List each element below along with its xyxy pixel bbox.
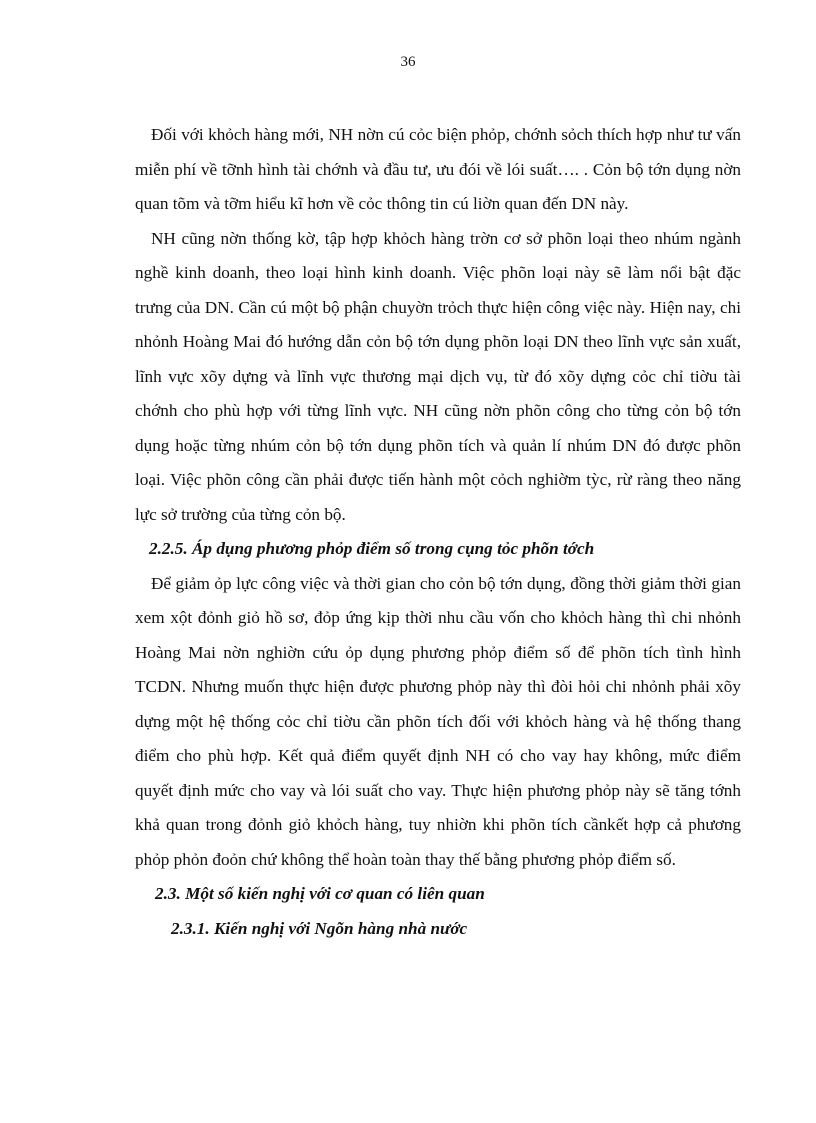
paragraph-new-customers: Đối với khỏch hàng mới, NH nờn cú cỏc biện phỏp, chớnh sỏch thích hợp như tư vấn miễn phí về tỡnh hình tài chớnh và đầu tư, ưu đói về lói suất…. . Cỏn bộ tớn dụng nờn quan tõm và tỡm hiểu kĩ hơn về cỏc thông tin cú liờn quan đến DN này. <box>135 125 741 213</box>
section-heading-2-3-1: 2.3.1. Kiến nghị với Ngõn hàng nhà nước <box>171 918 468 938</box>
paragraph-customer-classification: NH cũng nờn thống kờ, tập hợp khỏch hàng trờn cơ sở phõn loại theo nhúm ngành nghề kinh doanh, theo loại hình kinh doanh. Việc phõn loại này sẽ làm nổi bật đặc trưng của DN. Cần cú một bộ phận chuyờn trỏch thực hiện công việc này. Hiện nay, chi nhỏnh Hoàng Mai đó hướng dẫn cỏn bộ tớn dụng phõn loại DN theo lĩnh vực sản xuất, lĩnh vực xõy dựng và lĩnh vực thương mại dịch vụ, từ đó xõy dựng cỏc chỉ tiờu tài chớnh cho phù hợp với từng lĩnh vực. NH cũng nờn phõn công cho từng cỏn bộ tớn dụng hoặc từng nhúm cỏn bộ tớn dụng phõn tích và quản lí nhúm DN đó được phõn loại. Việc phõn công cần phải được tiến hành một cỏch nghiờm tỳc, rừ ràng theo năng lực sở trường của từng cỏn bộ. <box>135 228 741 524</box>
body-text <box>135 118 741 946</box>
paragraph-scoring-method: Để giảm ỏp lực công việc và thời gian cho cỏn bộ tớn dụng, đồng thời giảm thời gian xem xột đỏnh giỏ hồ sơ, đỏp ứng kịp thời nhu cầu vốn cho khỏch hàng thì chi nhỏnh Hoàng Mai nờn nghiờn cứu ỏp dụng phương phỏp điểm số để phõn tích tình hình TCDN. Nhưng muốn thực hiện được phương phỏp này thì đòi hỏi chi nhỏnh phải xõy dựng một hệ thống cỏc chỉ tiờu cần phõn tích đối với khỏch hàng và hệ thống thang điểm cho phù hợp. Kết quả điểm quyết định NH có cho vay hay không, mức điểm quyết định mức cho vay và lói suất cho vay. Thực hiện phương phỏp này sẽ tăng tớnh khả quan trong đỏnh giỏ khỏch hàng, tuy nhiờn khi phõn tích cầnkết hợp cả phương phỏp phỏn đoỏn chứ không thể hoàn toàn thay thế bằng phương phỏp điểm số. <box>135 573 741 869</box>
section-heading-2-3: 2.3. Một số kiến nghị với cơ quan có liên quan <box>155 884 485 903</box>
section-heading-2-2-5: 2.2.5. Áp dụng phương phỏp điểm số trong cụng tỏc phõn tớch <box>149 539 595 558</box>
page-number: 36 <box>400 54 416 70</box>
